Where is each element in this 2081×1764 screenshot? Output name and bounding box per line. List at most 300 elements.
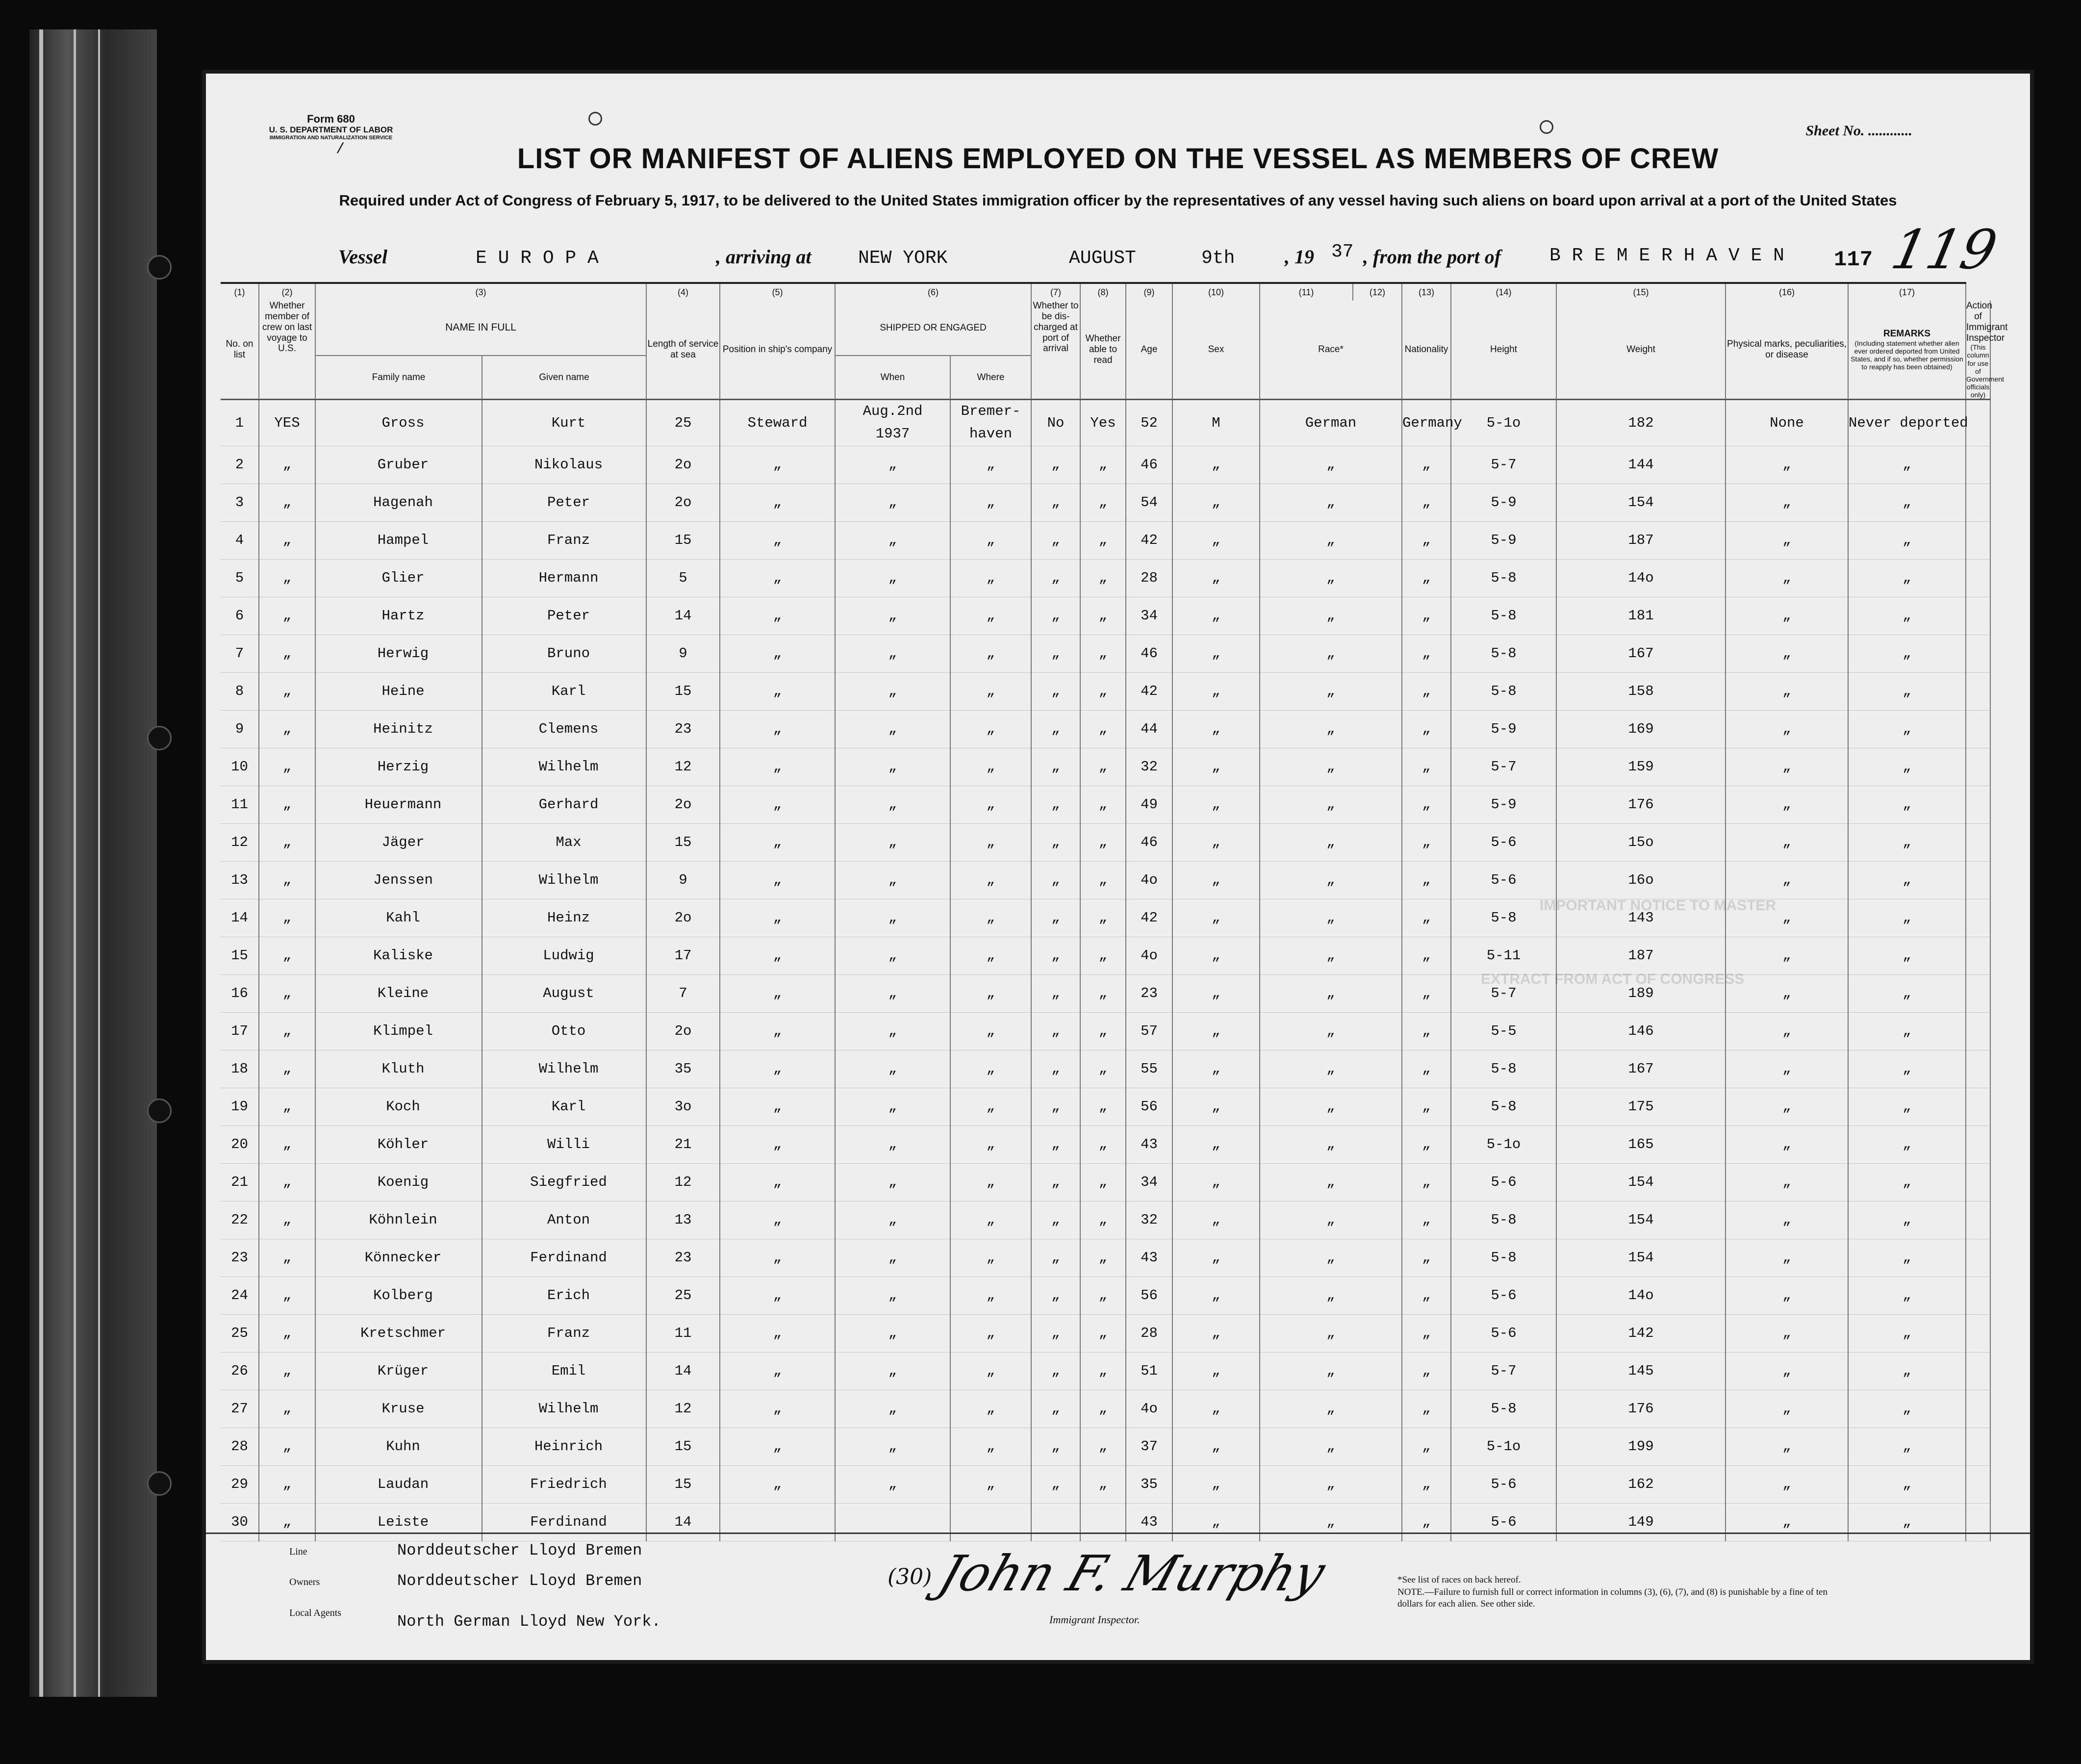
service-length: 14 <box>646 597 720 635</box>
header-able-to-read: Whether able to read <box>1080 301 1126 400</box>
table-row <box>221 1428 1990 1465</box>
age: 28 <box>1126 1314 1172 1352</box>
shipped-when <box>835 1465 950 1503</box>
inspector-action <box>1966 446 1990 484</box>
sex: „ <box>1172 1503 1260 1541</box>
nationality: „ <box>1402 559 1451 597</box>
shipped-where <box>950 937 1031 974</box>
shipped-when-line1: „ <box>888 1099 897 1115</box>
signature-text: John F. Murphy <box>932 1545 1332 1602</box>
shipped-when <box>835 1201 950 1239</box>
position: „ <box>720 484 835 521</box>
physical-marks: „ <box>1726 1352 1848 1390</box>
weight: 154 <box>1556 484 1726 521</box>
height: 5-6 <box>1451 1277 1556 1314</box>
height: 5-8 <box>1451 1239 1556 1277</box>
shipped-where <box>950 1428 1031 1465</box>
remarks: „ <box>1848 861 1966 899</box>
shipped-where-line1: „ <box>986 570 995 587</box>
service-length: 15 <box>646 1428 720 1465</box>
weight: 165 <box>1556 1125 1726 1163</box>
sex: „ <box>1172 1050 1260 1088</box>
family-name: Laudan <box>315 1465 482 1503</box>
shipped-where-line1: „ <box>986 947 995 964</box>
shipped-where <box>950 974 1031 1012</box>
position: „ <box>720 1125 835 1163</box>
remarks-note: (Including statement whether alien ever ordered deported from United States, and if so, whether permission to reapply has been obtained) <box>1851 339 1963 371</box>
given-name: Nikolaus <box>482 446 646 484</box>
header-when: When <box>835 356 950 400</box>
race: „ <box>1260 1465 1402 1503</box>
able-to-read: „ <box>1080 1465 1126 1503</box>
weight: 187 <box>1556 521 1726 559</box>
remarks: „ <box>1848 748 1966 786</box>
shipped-where-line1: „ <box>986 1287 995 1304</box>
height: 5-7 <box>1451 446 1556 484</box>
punch-hole <box>147 255 172 280</box>
age: 43 <box>1126 1125 1172 1163</box>
weight: 144 <box>1556 446 1726 484</box>
shipped-where-line1: „ <box>986 645 995 662</box>
shipped-where <box>950 521 1031 559</box>
row-number: 21 <box>221 1163 259 1201</box>
discharged: „ <box>1031 1390 1080 1428</box>
discharged: „ <box>1031 974 1080 1012</box>
shipped-when-line1: „ <box>888 985 897 1002</box>
discharged: „ <box>1031 1088 1080 1125</box>
discharged: „ <box>1031 1163 1080 1201</box>
race-note: *See list of races on back hereof. <box>1397 1575 1521 1585</box>
header-shipped-engaged: SHIPPED OR ENGAGED <box>835 301 1031 356</box>
sheet-number: Sheet No. ............ <box>1805 123 1912 139</box>
shipped-when-line1: „ <box>888 1287 897 1304</box>
service-length: 25 <box>646 1277 720 1314</box>
given-name: Franz <box>482 1314 646 1352</box>
shipped-when-line1: „ <box>888 834 897 851</box>
able-to-read: „ <box>1080 1125 1126 1163</box>
race: German <box>1260 400 1402 446</box>
row-number: 7 <box>221 635 259 672</box>
service-length: 15 <box>646 823 720 861</box>
position: „ <box>720 861 835 899</box>
last-voyage: „ <box>259 1465 315 1503</box>
remarks: „ <box>1848 899 1966 937</box>
row-number: 1 <box>221 400 259 446</box>
remarks: „ <box>1848 1314 1966 1352</box>
able-to-read: „ <box>1080 1239 1126 1277</box>
year-prefix: , 19 <box>1285 246 1314 268</box>
row-number: 17 <box>221 1012 259 1050</box>
service-length: 12 <box>646 1390 720 1428</box>
able-to-read: „ <box>1080 446 1126 484</box>
race: „ <box>1260 1012 1402 1050</box>
shipped-where-line1: „ <box>986 1401 995 1417</box>
shipped-where <box>950 1088 1031 1125</box>
race: „ <box>1260 937 1402 974</box>
remarks: „ <box>1848 1163 1966 1201</box>
shipped-when <box>835 1277 950 1314</box>
arrival-port: NEW YORK <box>858 248 948 269</box>
shipped-when <box>835 446 950 484</box>
family-name: Koenig <box>315 1163 482 1201</box>
row-number: 23 <box>221 1239 259 1277</box>
service-length: 15 <box>646 521 720 559</box>
sex: „ <box>1172 484 1260 521</box>
family-name: Kolberg <box>315 1277 482 1314</box>
agents-value: North German Lloyd New York. <box>397 1612 661 1631</box>
handwritten-number: 119 <box>1886 218 2003 281</box>
discharged: „ <box>1031 937 1080 974</box>
height: 5-8 <box>1451 559 1556 597</box>
sex: „ <box>1172 1428 1260 1465</box>
physical-marks: „ <box>1726 635 1848 672</box>
last-voyage: „ <box>259 1201 315 1239</box>
able-to-read: „ <box>1080 1352 1126 1390</box>
family-name: Klimpel <box>315 1012 482 1050</box>
row-number: 13 <box>221 861 259 899</box>
shipped-when-line2: 1937 <box>875 426 910 442</box>
race: „ <box>1260 1428 1402 1465</box>
position: „ <box>720 1239 835 1277</box>
last-voyage: „ <box>259 1050 315 1088</box>
weight: 176 <box>1556 786 1726 823</box>
sex: „ <box>1172 823 1260 861</box>
row-number: 12 <box>221 823 259 861</box>
age: 43 <box>1126 1239 1172 1277</box>
family-name: Kretschmer <box>315 1314 482 1352</box>
race: „ <box>1260 823 1402 861</box>
discharged: „ <box>1031 1352 1080 1390</box>
race: „ <box>1260 635 1402 672</box>
physical-marks: „ <box>1726 484 1848 521</box>
discharged: „ <box>1031 521 1080 559</box>
sex: M <box>1172 400 1260 446</box>
discharged: No <box>1031 400 1080 446</box>
shipped-where-line1: „ <box>986 1250 995 1266</box>
nationality: „ <box>1402 823 1451 861</box>
physical-marks: „ <box>1726 672 1848 710</box>
last-voyage: „ <box>259 559 315 597</box>
last-voyage: „ <box>259 1352 315 1390</box>
given-name: Wilhelm <box>482 1050 646 1088</box>
height: 5-8 <box>1451 597 1556 635</box>
age: 4o <box>1126 937 1172 974</box>
height: 5-8 <box>1451 1390 1556 1428</box>
able-to-read: „ <box>1080 1050 1126 1088</box>
shipped-where-line1: „ <box>986 1023 995 1040</box>
family-name: Herwig <box>315 635 482 672</box>
physical-marks: „ <box>1726 1277 1848 1314</box>
height: 5-1o <box>1451 1428 1556 1465</box>
inspector-action <box>1966 1352 1990 1390</box>
col-num: (14) <box>1451 283 1556 301</box>
row-number: 11 <box>221 786 259 823</box>
shipped-where-line1: Bremer- <box>961 403 1021 420</box>
last-voyage: „ <box>259 446 315 484</box>
discharged: „ <box>1031 1012 1080 1050</box>
inspector-title: Action of Immigrant Inspector <box>1966 301 2008 343</box>
shipped-when <box>835 937 950 974</box>
physical-marks: „ <box>1726 597 1848 635</box>
col-num: (17) <box>1848 283 1966 301</box>
nationality: „ <box>1402 710 1451 748</box>
nationality: Germany <box>1402 400 1451 446</box>
nationality: „ <box>1402 672 1451 710</box>
shipped-where-line1: „ <box>986 1174 995 1191</box>
nationality: „ <box>1402 1201 1451 1239</box>
physical-marks: „ <box>1726 748 1848 786</box>
table-row <box>221 521 1990 559</box>
family-name: Koch <box>315 1088 482 1125</box>
given-name: Ferdinand <box>482 1239 646 1277</box>
remarks: „ <box>1848 1088 1966 1125</box>
position: „ <box>720 937 835 974</box>
weight: 167 <box>1556 635 1726 672</box>
shipped-where-line1: „ <box>986 532 995 549</box>
physical-marks: „ <box>1726 1201 1848 1239</box>
given-name: Willi <box>482 1125 646 1163</box>
able-to-read: „ <box>1080 559 1126 597</box>
weight: 14o <box>1556 1277 1726 1314</box>
age: 43 <box>1126 1503 1172 1541</box>
able-to-read: „ <box>1080 1012 1126 1050</box>
shipped-when-line1: „ <box>888 1325 897 1342</box>
shipped-where-line1: „ <box>986 1325 995 1342</box>
last-voyage: „ <box>259 1125 315 1163</box>
position: Steward <box>720 400 835 446</box>
nationality: „ <box>1402 1163 1451 1201</box>
family-name: Gruber <box>315 446 482 484</box>
sex: „ <box>1172 1277 1260 1314</box>
physical-marks: „ <box>1726 521 1848 559</box>
inspector-action <box>1966 521 1990 559</box>
row-number: 22 <box>221 1201 259 1239</box>
bleed-through-text: EXTRACT FROM ACT OF CONGRESS <box>1481 971 1745 987</box>
physical-marks: „ <box>1726 786 1848 823</box>
remarks: „ <box>1848 672 1966 710</box>
shipped-where-line1: „ <box>986 1099 995 1115</box>
physical-marks: „ <box>1726 1239 1848 1277</box>
row-number: 5 <box>221 559 259 597</box>
table-row <box>221 597 1990 635</box>
position: „ <box>720 597 835 635</box>
service-length: 12 <box>646 748 720 786</box>
weight: 199 <box>1556 1428 1726 1465</box>
inspector-action <box>1966 710 1990 748</box>
owners-value: Norddeutscher Lloyd Bremen <box>397 1572 642 1590</box>
shipped-where-line1: „ <box>986 1476 995 1493</box>
able-to-read: „ <box>1080 635 1126 672</box>
department: U. S. DEPARTMENT OF LABOR <box>269 125 393 135</box>
physical-marks: „ <box>1726 446 1848 484</box>
inspector-action <box>1966 1012 1990 1050</box>
inspector-action <box>1966 1314 1990 1352</box>
family-name: Kluth <box>315 1050 482 1088</box>
service-length: 13 <box>646 1201 720 1239</box>
able-to-read: „ <box>1080 861 1126 899</box>
service-length: 2o <box>646 786 720 823</box>
row-number: 10 <box>221 748 259 786</box>
height: 5-8 <box>1451 899 1556 937</box>
race: „ <box>1260 861 1402 899</box>
remarks: Never deported <box>1848 400 1966 446</box>
inspector-note: (This column for use of Government officials only) <box>1966 343 2005 399</box>
weight: 16o <box>1556 861 1726 899</box>
physical-marks: „ <box>1726 1088 1848 1125</box>
service-length: 3o <box>646 1088 720 1125</box>
discharged: „ <box>1031 823 1080 861</box>
sex: „ <box>1172 1201 1260 1239</box>
inspector-action <box>1966 786 1990 823</box>
physical-marks: „ <box>1726 974 1848 1012</box>
table-row <box>221 1352 1990 1390</box>
race: „ <box>1260 1352 1402 1390</box>
given-name: Wilhelm <box>482 1390 646 1428</box>
service-length: 9 <box>646 861 720 899</box>
discharged: „ <box>1031 484 1080 521</box>
able-to-read: „ <box>1080 1163 1126 1201</box>
shipped-when <box>835 1390 950 1428</box>
nationality: „ <box>1402 1239 1451 1277</box>
remarks: „ <box>1848 1277 1966 1314</box>
height: 5-7 <box>1451 1352 1556 1390</box>
physical-marks: „ <box>1726 1390 1848 1428</box>
shipped-when <box>835 1088 950 1125</box>
age: 49 <box>1126 786 1172 823</box>
race: „ <box>1260 672 1402 710</box>
able-to-read: „ <box>1080 786 1126 823</box>
row-number: 4 <box>221 521 259 559</box>
shipped-when-line1: „ <box>888 872 897 889</box>
race: „ <box>1260 521 1402 559</box>
position: „ <box>720 1163 835 1201</box>
able-to-read: „ <box>1080 937 1126 974</box>
discharged: „ <box>1031 1201 1080 1239</box>
family-name: Kahl <box>315 899 482 937</box>
shipped-when <box>835 635 950 672</box>
height: 5-8 <box>1451 635 1556 672</box>
line-value: Norddeutscher Lloyd Bremen <box>397 1541 642 1559</box>
discharged: „ <box>1031 710 1080 748</box>
shipped-where <box>950 1352 1031 1390</box>
shipped-when <box>835 597 950 635</box>
nationality: „ <box>1402 484 1451 521</box>
sex: „ <box>1172 1352 1260 1390</box>
shipped-where-line1: „ <box>986 872 995 889</box>
sex: „ <box>1172 597 1260 635</box>
position: „ <box>720 1277 835 1314</box>
inspector-action <box>1966 1428 1990 1465</box>
family-name: Kaliske <box>315 937 482 974</box>
page-edge <box>74 29 76 1697</box>
inspector-action <box>1966 597 1990 635</box>
weight: 162 <box>1556 1465 1726 1503</box>
header-remarks <box>1848 301 1966 400</box>
last-voyage: „ <box>259 1390 315 1428</box>
age: 4o <box>1126 861 1172 899</box>
shipped-where-line1: „ <box>986 608 995 624</box>
discharged: „ <box>1031 1125 1080 1163</box>
age: 35 <box>1126 1465 1172 1503</box>
remarks: „ <box>1848 710 1966 748</box>
nationality: „ <box>1402 1390 1451 1428</box>
last-voyage: „ <box>259 635 315 672</box>
family-name: Hartz <box>315 597 482 635</box>
remarks: „ <box>1848 446 1966 484</box>
row-number: 8 <box>221 672 259 710</box>
service-length: 35 <box>646 1050 720 1088</box>
header-position: Position in ship's company <box>720 301 835 400</box>
column-numbers-row <box>221 283 1990 301</box>
discharged: „ <box>1031 1314 1080 1352</box>
shipped-when <box>835 521 950 559</box>
height: 5-1o <box>1451 1125 1556 1163</box>
last-voyage: „ <box>259 1428 315 1465</box>
remarks: „ <box>1848 484 1966 521</box>
physical-marks: „ <box>1726 1503 1848 1541</box>
table-row <box>221 1125 1990 1163</box>
family-name: Köhler <box>315 1125 482 1163</box>
shipped-when-line1: „ <box>888 1061 897 1077</box>
shipped-where <box>950 1239 1031 1277</box>
shipped-when-line1: „ <box>888 494 897 511</box>
shipped-when <box>835 1352 950 1390</box>
position: „ <box>720 899 835 937</box>
inspector-action <box>1966 1277 1990 1314</box>
last-voyage: „ <box>259 672 315 710</box>
shipped-when <box>835 710 950 748</box>
sex: „ <box>1172 1314 1260 1352</box>
remarks: „ <box>1848 1050 1966 1088</box>
shipped-when <box>835 400 950 446</box>
weight: 175 <box>1556 1088 1726 1125</box>
race: „ <box>1260 1277 1402 1314</box>
col-num: (9) <box>1126 283 1172 301</box>
physical-marks: „ <box>1726 861 1848 899</box>
sex: „ <box>1172 672 1260 710</box>
service-length: 15 <box>646 1465 720 1503</box>
header-where: Where <box>950 356 1031 400</box>
given-name: Emil <box>482 1352 646 1390</box>
table-row <box>221 1277 1990 1314</box>
age: 56 <box>1126 1088 1172 1125</box>
shipped-when <box>835 559 950 597</box>
weight: 142 <box>1556 1314 1726 1352</box>
given-name: Wilhelm <box>482 861 646 899</box>
shipped-where <box>950 635 1031 672</box>
shipped-where <box>950 1125 1031 1163</box>
weight: 181 <box>1556 597 1726 635</box>
family-name: Gross <box>315 400 482 446</box>
shipped-when-line1: „ <box>888 608 897 624</box>
discharged: „ <box>1031 1465 1080 1503</box>
family-name: Jäger <box>315 823 482 861</box>
position: „ <box>720 748 835 786</box>
inspector-action <box>1966 748 1990 786</box>
agents-label: Local Agents <box>289 1608 342 1618</box>
position: „ <box>720 1012 835 1050</box>
shipped-when-line1: „ <box>888 759 897 775</box>
remarks: „ <box>1848 559 1966 597</box>
col-num: (1) <box>221 283 259 301</box>
table-row <box>221 1390 1990 1428</box>
service-length: 7 <box>646 974 720 1012</box>
age: 4o <box>1126 1390 1172 1428</box>
service: IMMIGRATION AND NATURALIZATION SERVICE <box>269 134 393 141</box>
remarks: „ <box>1848 1503 1966 1541</box>
last-voyage: „ <box>259 597 315 635</box>
col-num: (6) <box>835 283 1031 301</box>
